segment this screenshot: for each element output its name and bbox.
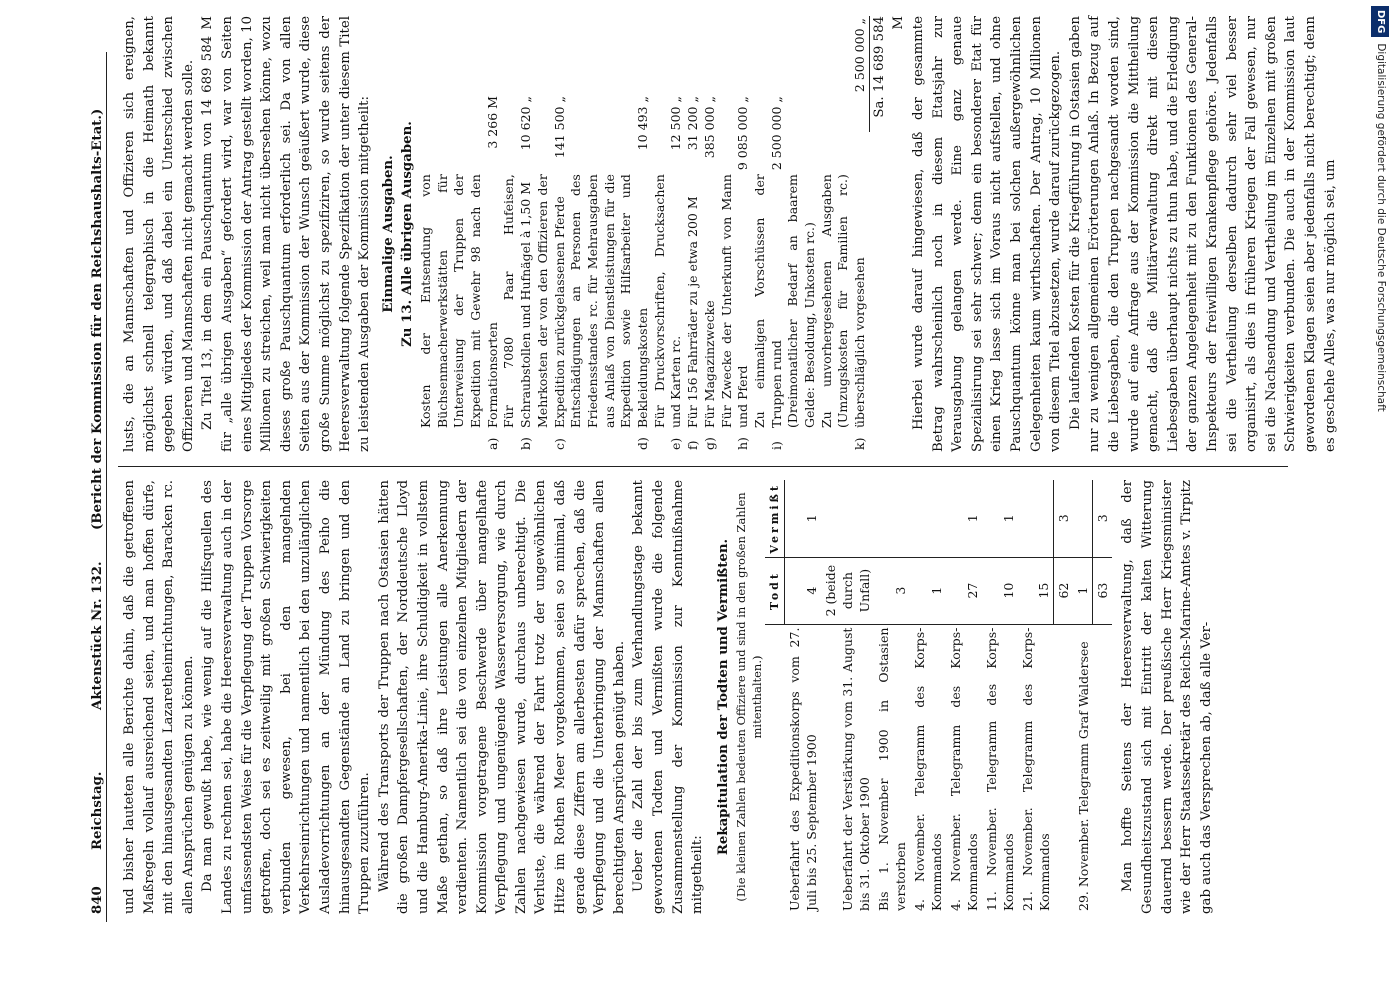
header-right: (Bericht der Kommission für den Reichshaushalts-Etat.): [90, 108, 105, 530]
recap-missing: 3: [1093, 480, 1113, 557]
list-item: [785, 16, 818, 452]
recap-dead: 1: [910, 557, 946, 624]
list-item: [535, 16, 568, 452]
expense-v2: [501, 16, 534, 94]
recap-dead: 15: [1018, 557, 1054, 624]
running-header: [0, 0, 105, 1000]
section-heading: Einmalige Ausgaben.: [380, 155, 396, 313]
expense-key: h): [735, 437, 751, 450]
recap-label: [1093, 624, 1113, 914]
expense-v2: [752, 16, 785, 94]
recap-dead: 62: [1054, 557, 1074, 624]
recap-label: 29. November. Telegramm Graf Waldersee: [1075, 641, 1091, 911]
paragraph: Da man gewußt habe, wie wenig auf die Hilfsquellen des Landes zu rechnen sei, habe die Heeresverwaltung auch in der umfassendsten Weise für die Verpflegung der Truppen Vorsorge getroffen, doch sei es zeitweilig mit großen Schwierigkeiten verbunden gewesen, bei den mangelnden Verkehrseinrichtungen und namentlich bei den unzulänglichen Ausladevorrichtungen an der Mündung des Peiho die hinausgesandten Gegenstände an Land zu bringen und den Truppen zuzuführen.: [200, 480, 373, 914]
recap-missing: [874, 480, 910, 557]
recap-missing: [821, 480, 874, 557]
expense-text: Mehrkosten der von den Offizieren der Expedition zurückgelassenen Pferde: [534, 174, 567, 428]
expense-sum: Sa. 14 689 584 M: [869, 16, 909, 132]
expense-text: Zu einmaligen Vorschüssen der Truppen rund: [751, 174, 784, 428]
recap-body: [785, 480, 1113, 914]
expense-text: Für Magazinzwecke: [701, 300, 717, 428]
dfg-logo: DFG: [1371, 6, 1389, 37]
expense-v1: 2 500 000 „: [768, 96, 784, 171]
paragraph: Man hoffte Seitens der Heeresverwaltung, daß der Gesundheitszustand sich mit Eintritt der kalten Witterung dauernd bessern werde. Der preußische Herr Kriegsminister wie der Herr Staatssekretär des Reichs-Marine-Amtes v. Tirpitz gab auch das Versprechen ab, daß alle Ver-: [1120, 480, 1214, 914]
expense-v1: [785, 94, 818, 172]
table-row: [1093, 480, 1113, 914]
paragraph: und bisher lauteten alle Berichte dahin, daß die getroffenen Maßregeln vollauf ausreichend seien, und man hoffen dürfe, mit den hinausgesandten Lazaretheinrichtungen, Baracken rc. allen Ansprüchen genügen zu können.: [122, 480, 196, 914]
recap-missing: [910, 480, 946, 557]
recap-head-missing: Vermißt: [765, 480, 785, 557]
recap-label: Bis 1. November 1900 in Ostasien verstorben: [875, 627, 908, 911]
expense-v2: [418, 16, 502, 94]
paragraph: Hierbei wurde darauf hingewiesen, daß der gesammte Betrag wahrscheinlich noch in diesem Etatsjahr zur Verausgabung gelangen werde. Eine ganz genaue Spezialisirung sei sehr schwer; denn ein besonderer Etat für einen Krieg lasse sich im Voraus nicht aufstellen, und ohne Pauschquantum könne man bei solchen außergewöhnlichen Gelegenheiten kaum wirthschaften. Der Antrag, 10 Millionen von diesem Titel abzusetzen, wurde darauf zurückgezogen.: [911, 16, 1064, 452]
recap-title: Rekapitulation der Todten und Vermißten.: [715, 538, 731, 856]
list-item: [652, 16, 685, 452]
recap-dead: 4: [785, 557, 821, 624]
recap-dead: 27: [946, 557, 982, 624]
subsection-heading: Zu 13. Alle übrigen Ausgaben.: [400, 121, 416, 347]
expense-key: [785, 430, 818, 452]
recap-dead: 3: [874, 557, 910, 624]
expense-key: f): [685, 440, 701, 450]
expense-text: Kosten der Entsendung von Büchsenmacherwerkstätten für Unterweisung der Truppen der Expedition mit Gewehr 98 nach den Formationsorten: [417, 174, 500, 428]
paragraph: lusts, die an Mannschaften und Offizieren sich ereignen, möglichst schnell telegraphisch in die Heimath bekannt gegeben würden, und daß dabei ein Unterschied zwischen Offizieren und Mannschaften nicht gemacht werden solle.: [122, 16, 196, 452]
digitization-stamp: [1368, 6, 1394, 896]
column-divider: [118, 466, 1288, 467]
list-item: [752, 16, 785, 452]
expense-key: k): [852, 437, 868, 450]
header-center: Aktenstück Nr. 132.: [90, 561, 105, 710]
recap-table: [765, 480, 1112, 914]
recap-label: 4. November. Telegramm des Korps-Kommandos: [947, 627, 980, 911]
recap-missing: [1073, 480, 1093, 557]
expense-text: Für 156 Fahrräder zu je etwa 200 M: [685, 196, 701, 428]
expense-v2: [568, 16, 652, 94]
paragraph: Während des Transports der Truppen nach Ostasien hätten die großen Dampfergesellschaften, der Norddeutsche Lloyd und die Hamburg-Amerika-Linie, ihre Schuldigkeit in vollstem Maße gethan, so daß ihre Leistungen alle Anerkennung verdienten. Namentlich sei die von einzelnen Mitgliedern der Kommission vorgetragene Beschwerde über mangelhafte Verpflegung und ungenügende Wasserversorgung, wie durch Zahlen nachgewiesen wurde, durchaus unberechtigt. Die Verluste, die während der Fahrt trotz der ungewöhnlichen Hitze im Rothen Meer vorgekommen, seien so minimal, daß gerade diese Ziffern am allerbesten dafür sprechen, daß die Verpflegung und die Unterbringung der Mannschaften allen berechtigten Ansprüchen genügt haben.: [376, 480, 627, 914]
expense-body: [418, 16, 869, 452]
expense-v1: 10 620 „: [518, 96, 534, 151]
table-row: [946, 480, 982, 914]
expense-v2: 2 500 000 „: [852, 18, 868, 93]
recap-label: 11. November. Telegramm des Korps-Kommandos: [983, 627, 1016, 911]
table-row: [874, 480, 910, 914]
recap-missing: 1: [785, 480, 821, 557]
paragraph: Zu Titel 13, in dem ein Pauschquantum von 14 689 584 M für „alle übrigen Ausgaben“ gefordert wird, war von Seiten eines Mitgliedes der Kommission der Antrag gestellt worden, 10 Millionen zu streichen, weil man nicht übersehen könne, wozu dieses große Pauschquantum erforderlich sei. Da von allen Seiten aus der Kommission der Wunsch geäußert wurde, diese große Summe möglichst zu spezifiziren, so wurde seitens der Heeresverwaltung folgende Spezifikation der unter diesem Titel zu leistenden Ausgaben der Kommission mitgetheilt:: [200, 16, 373, 452]
recap-label: [1054, 624, 1074, 914]
recap-missing: 1: [982, 480, 1018, 557]
list-item: [568, 16, 652, 452]
recap-missing: 1: [946, 480, 982, 557]
table-row: [1073, 480, 1093, 914]
expense-text: Für Zwecke der Unterkunft von Mann und Pferd: [718, 174, 751, 428]
table-row: [785, 480, 821, 914]
recap-dead: 1: [1073, 557, 1093, 624]
recap-dead: 2 (beide durch Unfall): [821, 557, 874, 624]
expense-text: Zu unvorhergesehenen Ausgaben (Umzugskosten für Familien rc.) überschläglich vorgesehen: [818, 174, 868, 428]
header-left: Reichstag.: [90, 771, 105, 850]
expense-key: d): [635, 437, 651, 450]
expense-key: e): [668, 437, 684, 450]
list-item: [685, 16, 702, 452]
table-row: [1018, 480, 1054, 914]
recap-dead: 63: [1093, 557, 1113, 624]
expense-v1: 385 000 „: [701, 96, 717, 159]
list-item: [819, 16, 869, 452]
expense-v1: [819, 94, 869, 172]
recap-missing: [1018, 480, 1054, 557]
expense-text: Für Druckvorschriften, Drucksachen und Karten rc.: [651, 174, 684, 428]
expense-key: b): [518, 437, 534, 450]
recap-label: 4. November. Telegramm des Korps-Kommandos: [911, 627, 944, 911]
header-rule: [106, 52, 107, 922]
expense-v2: [719, 16, 752, 94]
recap-missing: 3: [1054, 480, 1074, 557]
paragraph: Die laufenden Kosten für die Kriegführung in Ostasien gaben nur zu wenigen allgemeinen Erörterungen Anlaß. In Bezug auf die Liebesgaben, die den Truppen nachgesandt worden sind, wurde auf eine Anfrage aus der Kommission die Mittheilung gemacht, daß die Militärverwaltung direkt mit diesen Liebesgaben überhaupt nichts zu thun habe, und die Erledigung der ganzen Angelegenheit mit zu den Funktionen des General-Inspekteurs der freiwilligen Krankenpflege gehöre. Jedenfalls sei die Vertheilung derselben dadurch sehr viel besser organisirt, als dies in früheren Kriegen der Fall gewesen, nur sei die Nachsendung und Vertheilung im Einzelnen mit großen Schwierigkeiten verbunden. Die auch in der Kommission laut gewordenen Klagen seien aber jedenfalls nicht berechtigt; denn es geschehe Alles, was nur möglich sei, um: [1067, 16, 1338, 452]
recap-label: Ueberfahrt des Expeditionskorps vom 27. Juli bis 25. September 1900: [786, 627, 819, 911]
list-item: [418, 16, 502, 452]
expense-v1: 10 493 „: [635, 96, 651, 151]
expense-v2: [685, 16, 702, 94]
list-item: [719, 16, 752, 452]
expense-text: (Dreimonatlicher Bedarf an baarem Gelde: Besoldung, Unkosten rc.): [785, 174, 818, 428]
recap-label: 21. November. Telegramm des Korps-Kommandos: [1019, 627, 1052, 911]
left-column: [120, 480, 1216, 914]
stamp-text: Digitalisierung gefördert durch die Deutsche Forschungsgemeinschaft: [1375, 43, 1387, 412]
expense-v1: 9 085 000 „: [735, 96, 751, 171]
list-item: [501, 16, 534, 452]
table-row: [982, 480, 1018, 914]
expense-key: c): [551, 438, 567, 450]
expense-v2: [652, 16, 685, 94]
expense-v1: 141 500 „: [551, 96, 567, 159]
expense-v1: 12 500 „: [668, 96, 684, 151]
expense-key: i): [768, 441, 784, 450]
expense-text: Für 7080 Paar Hufeisen, Schraubstollen und Hufnägel à 1,50 M: [501, 174, 534, 428]
right-column: [120, 16, 1340, 452]
table-row: [910, 480, 946, 914]
table-row: [1054, 480, 1074, 914]
expense-text: Entschädigungen an Personen des Friedensstandes rc. für Mehrausgaben aus Anlaß von Dienstleistungen für die Expedition sowie Hilfsarbeiter und Bekleidungskosten: [568, 174, 651, 428]
expense-v1: 3 266 M: [484, 96, 500, 149]
expense-v2: [785, 16, 818, 94]
paragraph: Ueber die Zahl der bis zum Verhandlungstage bekannt gewordenen Todten und Vermißten wurde die folgende Zusammenstellung der Kommission zur Kenntnißnahme mitgetheilt:: [631, 480, 706, 914]
list-item: [702, 16, 719, 452]
recap-head-blank: [765, 624, 785, 914]
table-row: [821, 480, 874, 914]
recap-label: Ueberfahrt der Verstärkung vom 31. August bis 31. Oktober 1900: [839, 627, 872, 911]
expense-v1: 31 200 „: [685, 96, 701, 151]
expense-v2: [535, 16, 568, 94]
expense-v2: [702, 16, 719, 94]
expense-table: [418, 16, 869, 452]
expense-key: a): [484, 437, 500, 450]
recap-dead: 10: [982, 557, 1018, 624]
recap-head-dead: Todt: [765, 557, 785, 624]
expense-key: g): [701, 437, 717, 450]
recap-note: (Die kleinen Zahlen bedeuten Offiziere und sind in den großen Zahlen mitenthalten.): [734, 492, 765, 902]
page-number: 840: [90, 886, 105, 914]
